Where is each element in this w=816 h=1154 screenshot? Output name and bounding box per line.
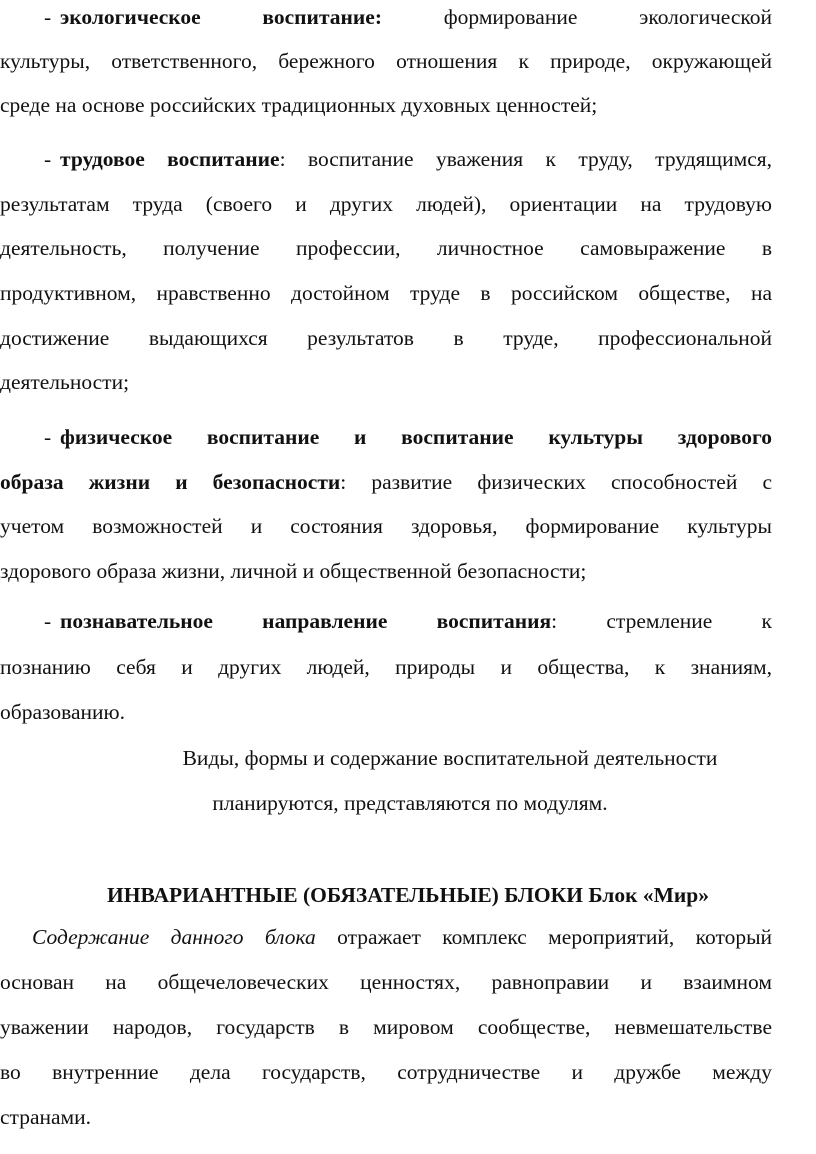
bullet-title: физическое воспитание и воспитание культуры здорового — [60, 425, 772, 449]
paragraph-line: странами. — [0, 1105, 92, 1129]
bullet-colon: : — [279, 147, 286, 171]
bullet-text: формирование экологической — [443, 5, 773, 29]
bullet-line: культуры, ответственного, бережного отношения к природе, окружающей — [0, 49, 772, 73]
bullet-line — [44, 2, 772, 32]
bullet-line: достижение выдающихся результатов в труде, профессиональной — [0, 326, 772, 350]
bullet-line: здорового образа жизни, личной и общественной безопасности; — [0, 559, 587, 583]
bullet-marker: - — [44, 147, 52, 171]
bullet-title-cont: образа жизни и безопасности — [0, 470, 341, 494]
paragraph-line — [32, 922, 772, 952]
bullet-title: экологическое воспитание: — [60, 5, 382, 29]
bullet-marker: - — [44, 5, 52, 29]
bullet-title: трудовое воспитание — [60, 147, 280, 171]
bullet-line: деятельности; — [0, 370, 130, 394]
paragraph-line: во внутренние дела государств, сотрудничестве и дружбе между — [0, 1060, 772, 1084]
bullet-marker: - — [44, 609, 52, 633]
bullet-line: продуктивном, нравственно достойном труде в российском обществе, на — [0, 281, 772, 305]
bullet-marker: - — [44, 425, 52, 449]
bullet-line — [44, 144, 772, 174]
note-line: Виды, формы и содержание воспитательной деятельности — [182, 746, 718, 770]
bullet-line — [44, 606, 772, 636]
paragraph-line: основан на общечеловеческих ценностях, равноправии и взаимном — [0, 970, 772, 994]
bullet-line: образованию. — [0, 700, 125, 724]
bullet-line: результатам труда (своего и других людей), ориентации на трудовую — [0, 192, 772, 216]
bullet-line — [0, 467, 772, 497]
italic-lead: Содержание данного блока — [32, 925, 316, 949]
bullet-title: познавательное направление воспитания — [60, 609, 552, 633]
bullet-line — [44, 422, 772, 452]
section-heading — [20, 880, 796, 910]
bullet-line: познанию себя и других людей, природы и общества, к знаниям, — [0, 655, 772, 679]
bullet-text: воспитание уважения к труду, трудящимся, — [307, 147, 773, 171]
bullet-colon: : — [551, 609, 558, 633]
bullet-line: среде на основе российских традиционных духовных ценностей; — [0, 93, 598, 117]
section-heading-text: ИНВАРИАНТНЫЕ (ОБЯЗАТЕЛЬНЫЕ) БЛОКИ Блок «Мир» — [107, 883, 709, 907]
paragraph-line: уважении народов, государств в мировом сообществе, невмешательстве — [0, 1015, 772, 1039]
bullet-text: стремление к — [606, 609, 772, 633]
bullet-text: : развитие физических способностей с — [340, 470, 772, 494]
note-line: планируются, представляются по модулям. — [212, 791, 608, 815]
paragraph-text: отражает комплекс мероприятий, который — [337, 925, 773, 949]
bullet-line: учетом возможностей и состояния здоровья, формирование культуры — [0, 514, 772, 538]
bullet-line: деятельность, получение профессии, личностное самовыражение в — [0, 236, 772, 260]
